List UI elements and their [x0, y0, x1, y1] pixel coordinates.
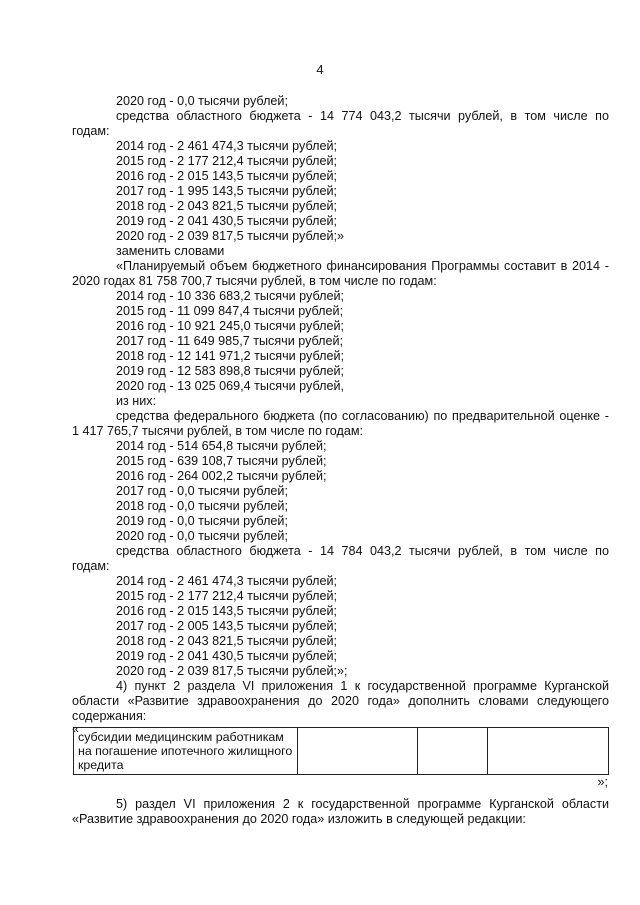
text-line: 2019 год - 2 041 430,5 тысячи рублей; [116, 649, 337, 663]
text-line: 2020 год - 0,0 тысячи рублей; [116, 94, 288, 108]
text-line: 2018 год - 2 043 821,5 тысячи рублей; [116, 199, 337, 213]
text-line: содержания: [72, 709, 147, 723]
text-line: 2018 год - 12 141 971,2 тысячи рублей; [116, 349, 344, 363]
text-line: «Развитие здравоохранения до 2020 года» изложить в следующей редакции: [72, 812, 526, 826]
text-line: 2016 год - 2 015 143,5 тысячи рублей; [116, 169, 337, 183]
table-cell: субсидии медицинским работникам на погашение ипотечного жилищного кредита [74, 728, 298, 775]
text-line: 2020 год - 2 039 817,5 тысячи рублей;»; [116, 664, 348, 678]
text-line: 2015 год - 11 099 847,4 тысячи рублей; [116, 304, 344, 318]
text-line: 2019 год - 0,0 тысячи рублей; [116, 514, 288, 528]
text-line: заменить словами [116, 244, 225, 258]
text-line: 2019 год - 12 583 898,8 тысячи рублей; [116, 364, 344, 378]
text-line: 2018 год - 0,0 тысячи рублей; [116, 499, 288, 513]
text-line: 5) раздел VI приложения 2 к государственной программе Курганской области [116, 797, 609, 811]
text-line: 2014 год - 10 336 683,2 тысячи рублей; [116, 289, 344, 303]
text-line: 2017 год - 0,0 тысячи рублей; [116, 484, 288, 498]
text-line: 2015 год - 2 177 212,4 тысячи рублей; [116, 154, 337, 168]
text-line: 2016 год - 264 002,2 тысячи рублей; [116, 469, 327, 483]
text-line: 2020 год - 2 039 817,5 тысячи рублей;» [116, 229, 344, 243]
page-number: 4 [316, 62, 324, 77]
text-line: 2017 год - 1 995 143,5 тысячи рублей; [116, 184, 337, 198]
open-quote: « [72, 722, 80, 736]
text-line: 2020 год - 13 025 069,4 тысячи рублей, [116, 379, 344, 393]
text-line: 2017 год - 2 005 143,5 тысячи рублей; [116, 619, 337, 633]
text-line: области «Развитие здравоохранения до 2020 года» дополнить словами следующего [72, 694, 609, 708]
text-line: 2014 год - 2 461 474,3 тысячи рублей; [116, 574, 337, 588]
text-line: средства областного бюджета - 14 784 043,2 тысячи рублей, в том числе по [116, 544, 609, 558]
text-line: средства федерального бюджета (по согласованию) по предварительной оценке - [116, 409, 609, 423]
text-line: 2018 год - 2 043 821,5 тысячи рублей; [116, 634, 337, 648]
text-line: 2016 год - 2 015 143,5 тысячи рублей; [116, 604, 337, 618]
text-line: 1 417 765,7 тысячи рублей, в том числе по годам: [72, 424, 363, 438]
text-line: 2020 годах 81 758 700,7 тысячи рублей, в том числе по годам: [72, 274, 437, 288]
text-line: 2019 год - 2 041 430,5 тысячи рублей; [116, 214, 337, 228]
text-line: 2015 год - 2 177 212,4 тысячи рублей; [116, 589, 337, 603]
text-line: 2014 год - 2 461 474,3 тысячи рублей; [116, 139, 337, 153]
table-row [74, 728, 609, 775]
text-line: 4) пункт 2 раздела VI приложения 1 к государственной программе Курганской [116, 679, 609, 693]
table-cell [418, 728, 488, 775]
text-line: 2017 год - 11 649 985,7 тысячи рублей; [116, 334, 344, 348]
text-line: годам: [72, 559, 110, 573]
table-cell [488, 728, 609, 775]
subsidy-table [73, 727, 609, 775]
text-line: 2014 год - 514 654,8 тысячи рублей; [116, 439, 327, 453]
text-line: из них: [116, 394, 157, 408]
text-line: 2016 год - 10 921 245,0 тысячи рублей; [116, 319, 344, 333]
text-line: «Планируемый объем бюджетного финансирования Программы составит в 2014 - [116, 259, 609, 273]
text-line: 2020 год - 0,0 тысячи рублей; [116, 529, 288, 543]
text-line: средства областного бюджета - 14 774 043,2 тысячи рублей, в том числе по [116, 109, 609, 123]
text-line: годам: [72, 124, 110, 138]
table-cell [298, 728, 418, 775]
close-quote: »; [597, 775, 608, 789]
text-line: 2015 год - 639 108,7 тысячи рублей; [116, 454, 327, 468]
